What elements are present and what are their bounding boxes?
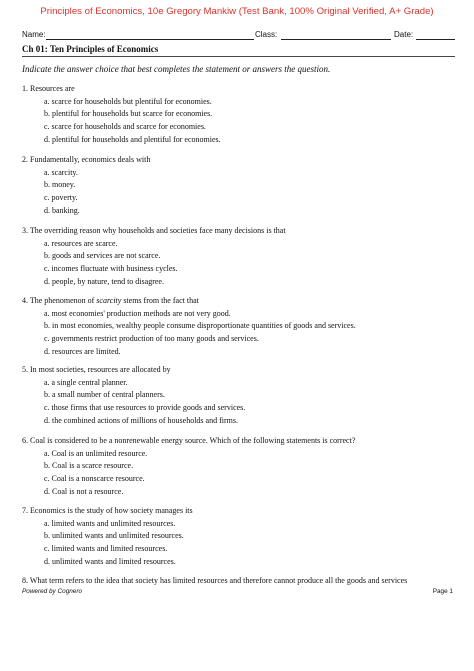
question-4-stem-prefix: 4. The phenomenon of bbox=[22, 296, 97, 305]
footer-powered-by: Powered by Cognero bbox=[22, 588, 83, 595]
chapter-title: Ch 01: Ten Principles of Economics bbox=[22, 44, 159, 54]
instructions-text: Indicate the answer choice that best completes the statement or answers the question. bbox=[22, 64, 331, 74]
class-field-line[interactable] bbox=[281, 39, 391, 40]
question-1-stem: 1. Resources are bbox=[22, 84, 75, 93]
class-label: Class: bbox=[255, 30, 278, 39]
question-7-stem: 7. Economics is the study of how society manages its bbox=[22, 506, 193, 515]
question-6 bbox=[22, 435, 462, 499]
question-4-choice-a: a. most economies' production methods are not very good. bbox=[44, 308, 231, 318]
name-label: Name: bbox=[22, 30, 46, 39]
question-7-choice-d: d. unlimited wants and limited resources. bbox=[44, 556, 176, 566]
question-3-choice-c: c. incomes fluctuate with business cycles. bbox=[44, 264, 178, 274]
question-8 bbox=[22, 575, 462, 588]
question-2-choice-d: d. banking. bbox=[44, 205, 80, 215]
question-7-choice-b: b. unlimited wants and unlimited resources. bbox=[44, 531, 184, 541]
name-field-line[interactable] bbox=[46, 39, 254, 40]
question-1-choice-b: b. plentiful for households but scarce for economies. bbox=[44, 109, 213, 119]
question-7-choice-a: a. limited wants and unlimited resources. bbox=[44, 518, 176, 528]
question-1-choice-c: c. scarce for households and scarce for economies. bbox=[44, 122, 206, 132]
question-3-choice-a: a. resources are scarce. bbox=[44, 238, 118, 248]
question-2 bbox=[22, 154, 462, 218]
question-4 bbox=[22, 295, 462, 359]
question-3-choice-b: b. goods and services are not scarce. bbox=[44, 251, 161, 261]
question-5-choice-d: d. the combined actions of millions of households and firms. bbox=[44, 415, 238, 425]
date-label: Date: bbox=[394, 30, 414, 39]
question-1-choice-d: d. plentiful for households and plentiful for economies. bbox=[44, 134, 221, 144]
question-3 bbox=[22, 225, 462, 289]
question-4-stem-suffix: stems from the fact that bbox=[121, 296, 199, 305]
question-7 bbox=[22, 505, 462, 569]
question-2-choice-a: a. scarcity. bbox=[44, 167, 78, 177]
question-6-choice-c: c. Coal is a nonscarce resource. bbox=[44, 474, 145, 484]
document-banner-title: Principles of Economics, 10e Gregory Mankiw (Test Bank, 100% Original Verified, A+ Grade) bbox=[40, 6, 434, 17]
question-4-stem bbox=[22, 295, 462, 308]
question-4-stem-emphasis: scarcity bbox=[96, 296, 122, 305]
question-5-choice-a: a. a single central planner. bbox=[44, 377, 128, 387]
student-info-row bbox=[22, 30, 455, 42]
question-6-stem: 6. Coal is considered to be a nonrenewable energy source. Which of the following statements is correct? bbox=[22, 436, 356, 445]
question-4-choice-d: d. resources are limited. bbox=[44, 346, 121, 356]
date-field-line[interactable] bbox=[416, 39, 455, 40]
question-5 bbox=[22, 364, 462, 428]
question-4-choice-b: b. in most economies, wealthy people consume disproportionate quantities of goods and services. bbox=[44, 321, 356, 331]
footer-page-number: Page 1 bbox=[432, 588, 453, 595]
question-5-choice-c: c. those firms that use resources to provide goods and services. bbox=[44, 403, 246, 413]
question-3-stem: 3. The overriding reason why households and societies face many decisions is that bbox=[22, 226, 286, 235]
question-6-choice-b: b. Coal is a scarce resource. bbox=[44, 461, 134, 471]
question-4-choice-c: c. governments restrict production of too many goods and services. bbox=[44, 334, 259, 344]
question-8-stem: 8. What term refers to the idea that society has limited resources and therefore cannot produce all the goods and services bbox=[22, 576, 408, 585]
question-2-choice-b: b. money. bbox=[44, 180, 76, 190]
question-1 bbox=[22, 83, 462, 147]
question-3-choice-d: d. people, by nature, tend to disagree. bbox=[44, 276, 164, 286]
question-5-stem: 5. In most societies, resources are allocated by bbox=[22, 365, 171, 374]
question-6-choice-d: d. Coal is not a resource. bbox=[44, 486, 124, 496]
question-2-stem: 2. Fundamentally, economics deals with bbox=[22, 155, 151, 164]
question-1-choice-a: a. scarce for households but plentiful for economies. bbox=[44, 96, 212, 106]
question-2-choice-c: c. poverty. bbox=[44, 193, 78, 203]
question-7-choice-c: c. limited wants and limited resources. bbox=[44, 544, 168, 554]
chapter-divider bbox=[22, 56, 455, 57]
question-6-choice-a: a. Coal is an unlimited resource. bbox=[44, 448, 148, 458]
question-5-choice-b: b. a small number of central planners. bbox=[44, 390, 165, 400]
